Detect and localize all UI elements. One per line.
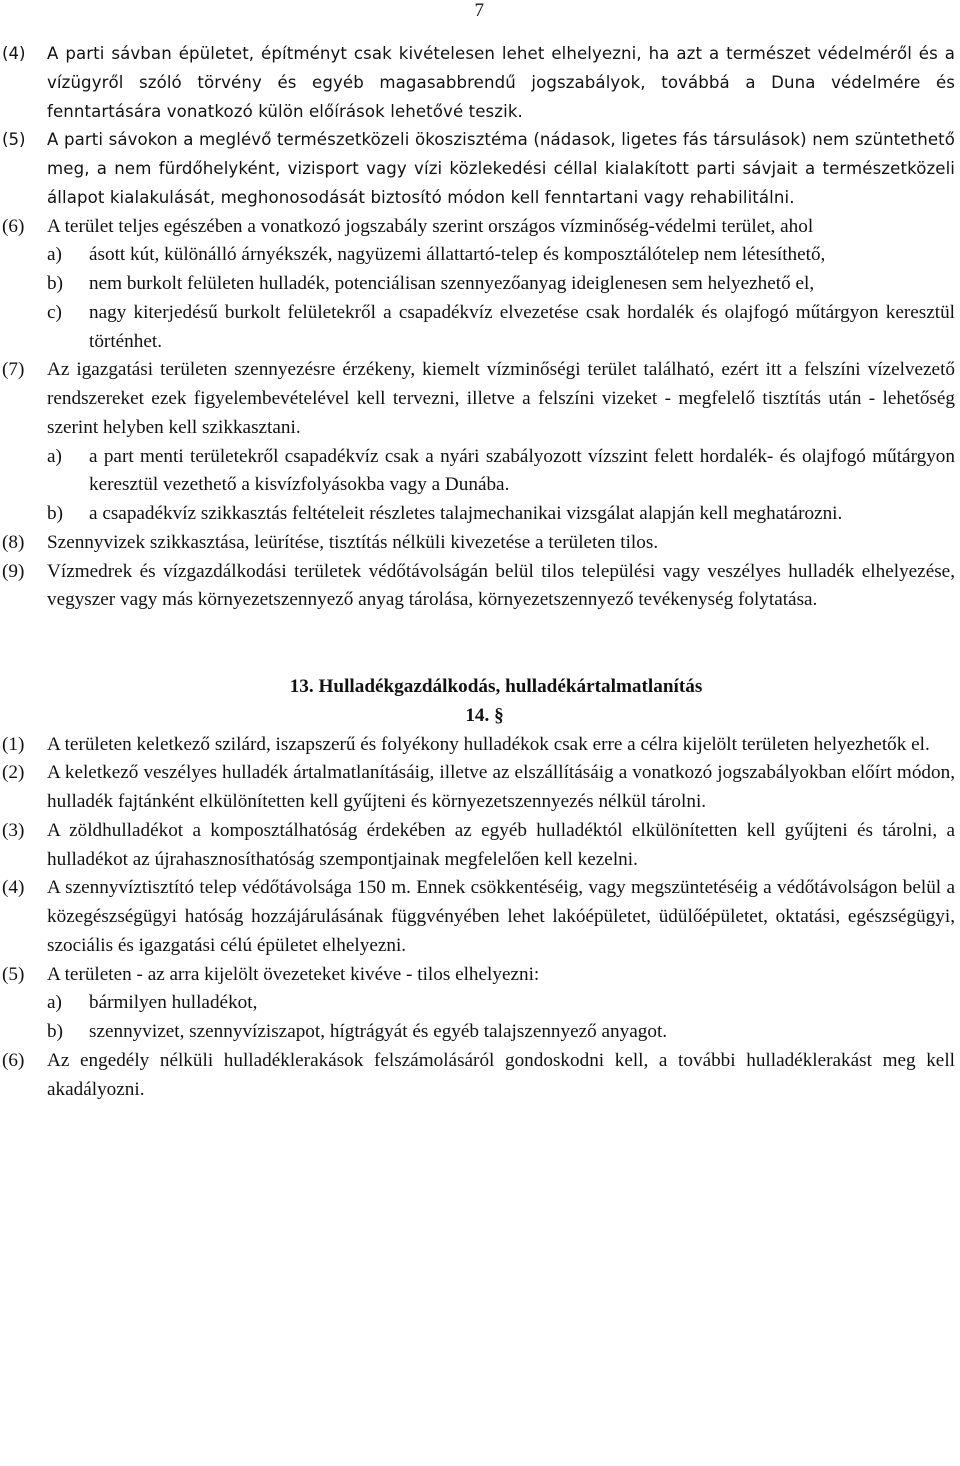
list-item-text: bármilyen hulladékot, <box>89 992 258 1014</box>
paragraph-text: A keletkező veszélyes hulladék ártalmatlanításáig, illetve az elszállításáig a vonatkozó jogszabályokban előírt módon, hulladék fajtánként elkülönítetten kell gyűjteni és környezetszennyezés nélkül tárolni. <box>47 762 955 812</box>
list-item-text: nagy kiterjedésű burkolt felületekről a csapadékvíz elvezetése csak hordalék és olajfogó műtárgyon keresztül történhet. <box>89 301 955 352</box>
paragraph-text: A területen - az arra kijelölt övezeteket kivéve - tilos elhelyezni: <box>47 963 540 985</box>
list-item <box>0 299 955 357</box>
paragraph-4 <box>0 40 955 126</box>
paragraph-text: A zöldhulladékot a komposztálhatóság érdekében az egyéb hulladéktól elkülönítetten kell gyűjteni és tárolni, a hulladékot az újrahasznosíthatóság szempontjainak megfelelően kell kezelni. <box>47 819 955 870</box>
paragraph-4b <box>0 874 955 960</box>
list-item-letter: c) <box>47 301 62 323</box>
list-item-letter: a) <box>47 992 62 1014</box>
list-item <box>0 1018 955 1047</box>
paragraph-1 <box>0 731 955 760</box>
section-number-value: 14. <box>465 704 490 726</box>
paragraph-6b <box>0 1047 955 1105</box>
paragraph-9 <box>0 558 955 616</box>
list-item-text: szennyvizet, szennyvíziszapot, hígtrágyát és egyéb talajszennyező anyagot. <box>89 1021 668 1042</box>
section-sign: § <box>494 704 504 726</box>
paragraph-number: (4) <box>2 877 25 899</box>
paragraph-text: Vízmedrek és vízgazdálkodási területek védőtávolságán belül tilos települési vagy veszélyes hulladék elhelyezése, vegyszer vagy más környezetszennyező anyag tárolása, környezetszennyező tevékenység folytatása. <box>47 560 955 611</box>
list-item <box>0 241 955 270</box>
paragraph-5 <box>0 126 955 212</box>
list-item-letter: b) <box>47 1021 63 1042</box>
list-item-letter: a) <box>47 445 62 467</box>
paragraph-number: (4) <box>2 44 26 63</box>
paragraph-text: A területen keletkező szilárd, iszapszerű és folyékony hulladékok csak erre a célra kijelölt területen helyezhetők el. <box>47 733 930 755</box>
list-item-text: ásott kút, különálló árnyékszék, nagyüzemi állattartó-telep és komposztálótelep nem létesíthető, <box>89 244 826 266</box>
paragraph-number: (6) <box>2 215 25 237</box>
paragraph-2 <box>0 759 955 817</box>
section-number <box>0 702 955 731</box>
paragraph-text: A parti sávban épületet, építményt csak kivételesen lehet elhelyezni, ha azt a természet védelméről és a vízügyről szóló törvény és egyéb magasabbrendű jogszabályok, továbbá a Duna védelmére és fenntartására vonatkozó külön előírások lehetővé teszik. <box>47 44 955 121</box>
page-number: 7 <box>474 0 484 21</box>
document-body <box>0 40 955 1104</box>
list-item-text: a part menti területekről csapadékvíz csak a nyári szabályozott vízszint felett hordalék- és olajfogó műtárgyon keresztül vezethető a kisvízfolyásokba vagy a Dunába. <box>89 445 955 496</box>
list-item-letter: a) <box>47 244 62 266</box>
list-item-text: nem burkolt felületen hulladék, potenciálisan szennyezőanyag ideiglenesen sem helyezhető el, <box>89 273 815 294</box>
paragraph-text: A terület teljes egészében a vonatkozó jogszabály szerint országos vízminőség-védelmi terület, ahol <box>47 215 814 237</box>
paragraph-text: A szennyvíztisztító telep védőtávolsága 150 m. Ennek csökkentéséig, vagy megszüntetéséig a védőtávolságon belül a közegészségügyi hatóság hozzájárulásának függvényében lehet lakóépületet, üdülőépületet, oktatási, egészségügyi, szociális és igazgatási célú épületet elhelyezni. <box>47 877 955 956</box>
paragraph-text: A parti sávokon a meglévő természetközeli ökoszisztéma (nádasok, ligetes fás társulások) nem szüntethető meg, a nem fürdőhelyként, vizisport vagy vízi közlekedési céllal kialakított parti sávjait a természetközeli állapot kialakulását, meghonosodását biztosító módon kell fenntartani vagy rehabilitálni. <box>47 130 955 207</box>
paragraph-8 <box>0 529 955 558</box>
paragraph-number: (2) <box>2 762 25 784</box>
paragraph-number: (7) <box>2 359 25 381</box>
paragraph-number: (5) <box>2 963 25 985</box>
paragraph-number: (6) <box>2 1049 25 1071</box>
list-item-text: a csapadékvíz szikkasztás feltételeit részletes talajmechanikai vizsgálat alapján kell meghatározni. <box>89 503 843 524</box>
paragraph-number: (8) <box>2 531 25 553</box>
paragraph-text: Az igazgatási területen szennyezésre érzékeny, kiemelt vízminőségi terület található, ezért itt a felszíni vízelvezető rendszereket ezek figyelembevételével kell tervezni, illetve a felszíni vizeket - megfelelő tisztítás után - lehetőség szerint helyben kell szikkasztani. <box>47 359 955 438</box>
list-item <box>0 989 955 1018</box>
paragraph-6 <box>0 213 955 242</box>
list-item <box>0 500 955 529</box>
list-item <box>0 443 955 501</box>
paragraph-7 <box>0 356 955 442</box>
paragraph-number: (1) <box>2 733 25 755</box>
section-heading: 13. Hulladékgazdálkodás, hulladékártalmatlanítás <box>289 676 703 697</box>
paragraph-number: (5) <box>2 130 26 150</box>
paragraph-text: Az engedély nélküli hulladéklerakások felszámolásáról gondoskodni kell, a további hulladéklerakást meg kell akadályozni. <box>47 1049 955 1100</box>
list-item-letter: b) <box>47 273 63 294</box>
list-item-letter: b) <box>47 503 63 524</box>
paragraph-number: (3) <box>2 819 25 841</box>
list-item <box>0 270 955 299</box>
paragraph-number: (9) <box>2 560 25 582</box>
paragraph-5b <box>0 961 955 990</box>
paragraph-3 <box>0 817 955 875</box>
paragraph-text: Szennyvizek szikkasztása, leürítése, tisztítás nélküli kivezetése a területen tilos. <box>47 531 659 553</box>
